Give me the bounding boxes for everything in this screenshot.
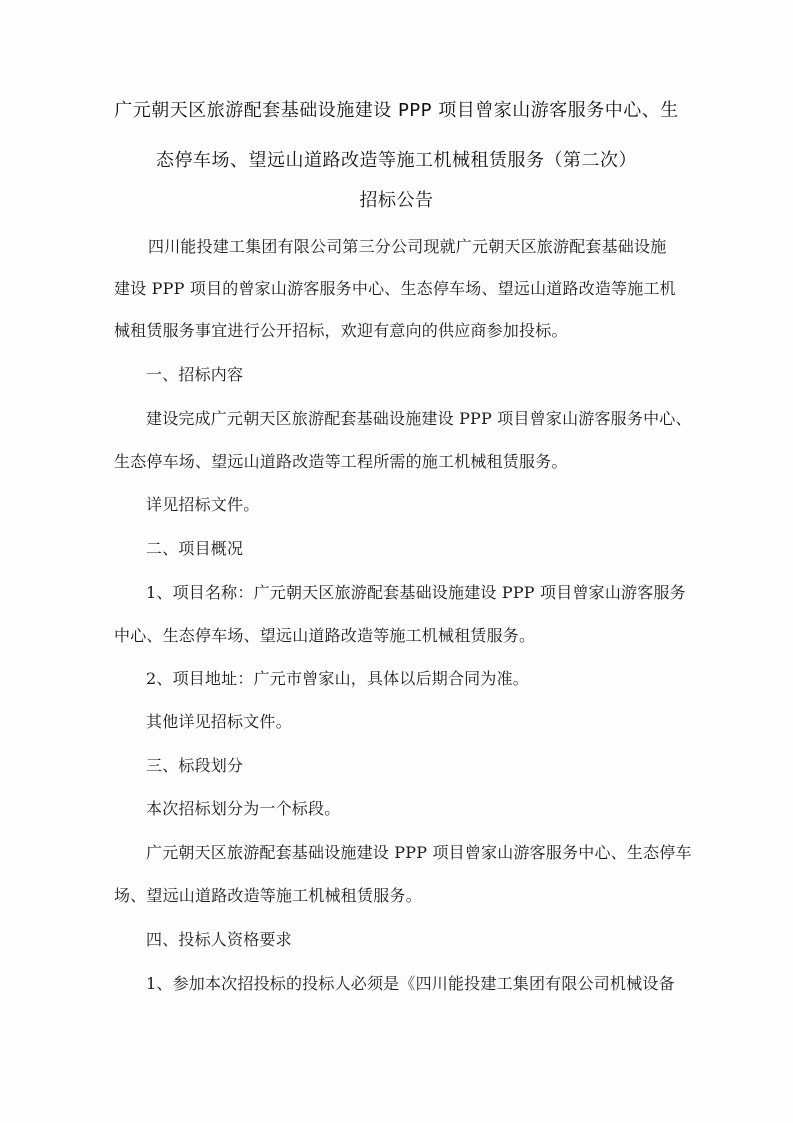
document-title-line-3: 招标公告 xyxy=(359,190,434,211)
section-3-paragraph-2-line-1: 广元朝天区旅游配套基础设施建设 PPP 项目曾家山游客服务中心、生态停车 xyxy=(146,843,692,862)
section-1-paragraph-line-1: 建设完成广元朝天区旅游配套基础设施建设 PPP 项目曾家山游客服务中心、 xyxy=(146,409,692,428)
intro-line-2: 建设 PPP 项目的曾家山游客服务中心、生态停车场、望远山道路改造等施工机 xyxy=(114,279,676,298)
section-2-item-1-line-2: 中心、生态停车场、望远山道路改造等施工机械租赁服务。 xyxy=(114,626,536,645)
section-1-see-document: 详见招标文件。 xyxy=(146,495,260,514)
document-title-line-1: 广元朝天区旅游配套基础设施建设 PPP 项目曾家山游客服务中心、生 xyxy=(114,100,679,121)
section-2-item-2: 2、项目地址：广元市曾家山，具体以后期合同为准。 xyxy=(146,669,529,688)
section-4-heading: 四、投标人资格要求 xyxy=(146,930,292,949)
document-title-line-2: 态停车场、望远山道路改造等施工机械租赁服务（第二次） xyxy=(156,150,637,171)
section-3-paragraph-1: 本次招标划分为一个标段。 xyxy=(146,799,341,818)
section-1-paragraph-line-2: 生态停车场、望远山道路改造等工程所需的施工机械租赁服务。 xyxy=(114,452,568,471)
section-2-other: 其他详见招标文件。 xyxy=(146,712,292,731)
intro-line-1: 四川能投建工集团有限公司第三分公司现就广元朝天区旅游配套基础设施 xyxy=(148,237,667,256)
section-4-item-1-line-1: 1、参加本次招投标的投标人必须是《四川能投建工集团有限公司机械设备 xyxy=(146,974,675,993)
section-2-heading: 二、项目概况 xyxy=(146,539,244,558)
section-3-paragraph-2-line-2: 场、望远山道路改造等施工机械租赁服务。 xyxy=(114,886,422,905)
section-3-heading: 三、标段划分 xyxy=(146,756,244,775)
section-1-heading: 一、招标内容 xyxy=(146,365,244,384)
section-2-item-1-line-1: 1、项目名称：广元朝天区旅游配套基础设施建设 PPP 项目曾家山游客服务 xyxy=(146,583,686,602)
intro-line-3: 械租赁服务事宜进行公开招标，欢迎有意向的供应商参加投标。 xyxy=(114,321,568,340)
